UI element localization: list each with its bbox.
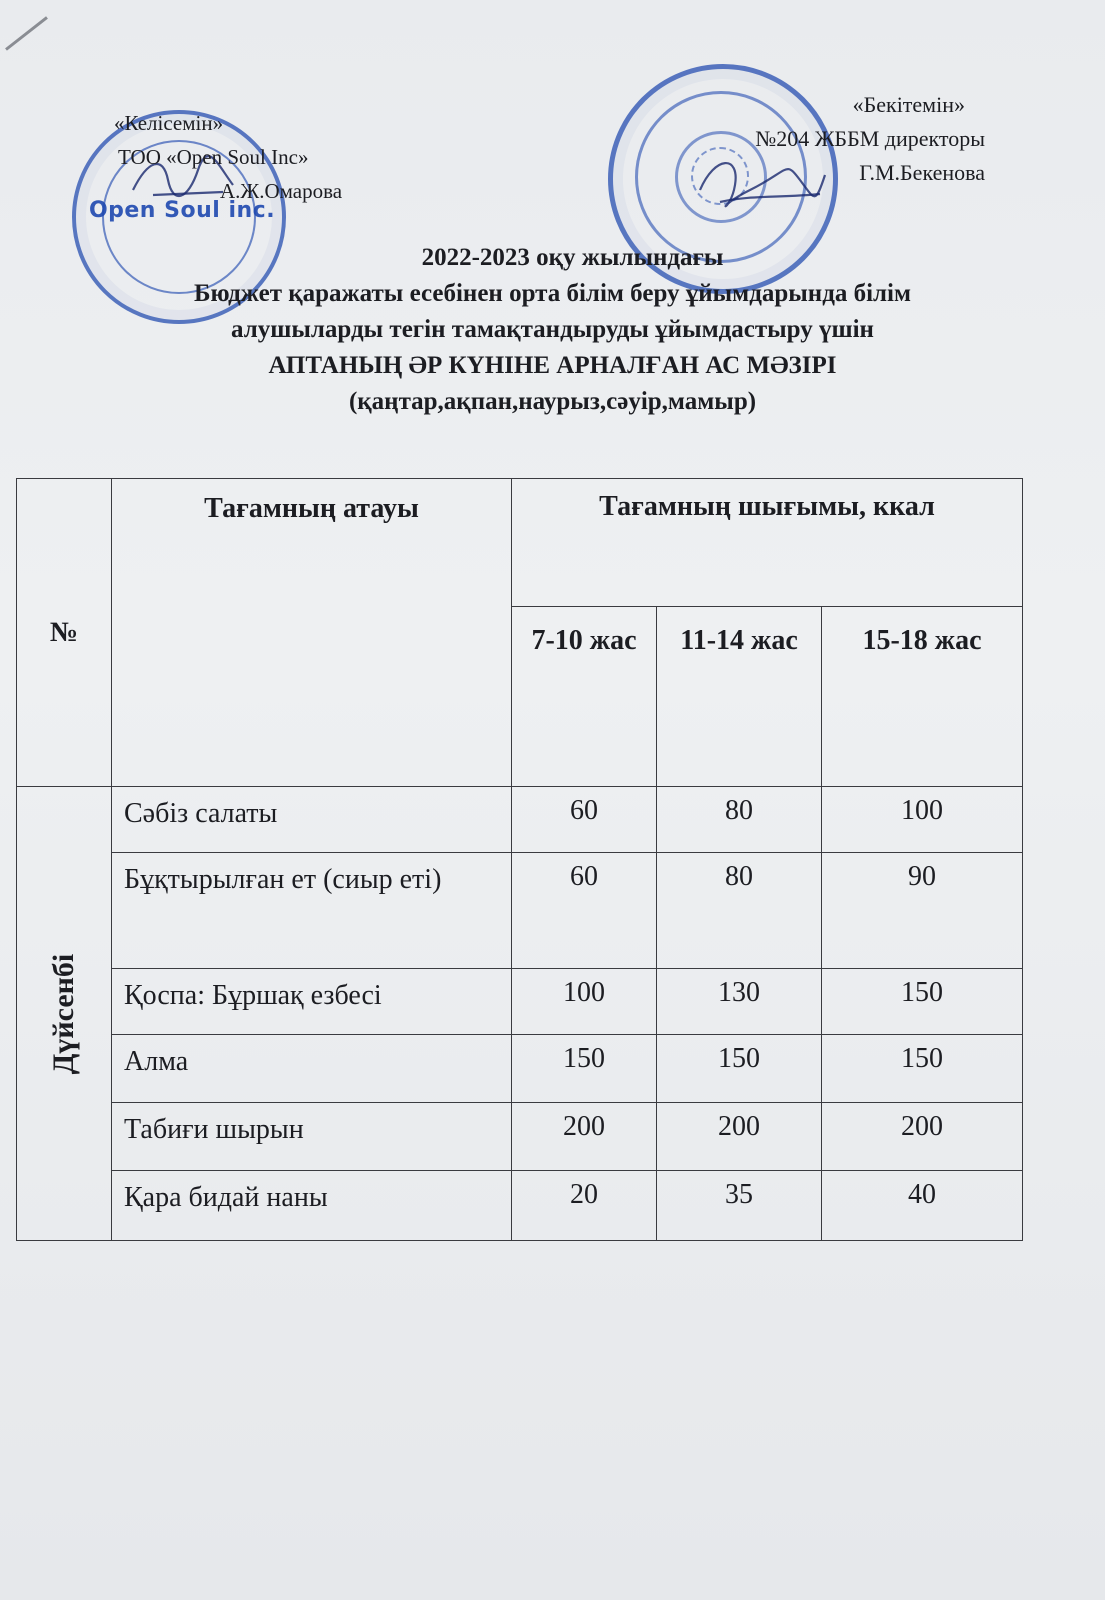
title-line-year: 2022-2023 оқу жылындағы xyxy=(421,244,724,271)
value-age-15-18: 150 xyxy=(822,969,1023,1035)
approval-agreed-organization: ТОО «Open Soul Inc» xyxy=(118,145,309,169)
approval-block-agreed xyxy=(110,106,342,208)
title-line-2: Бюджет қаражаты есебінен орта білім беру ұйымдарында білім xyxy=(193,280,912,307)
value-age-15-18: 40 xyxy=(822,1171,1023,1241)
company-stamp-logo-text: Open Soul inc. xyxy=(88,198,276,223)
value-age-7-10: 200 xyxy=(512,1103,657,1171)
value-age-11-14: 130 xyxy=(657,969,822,1035)
dish-name: Алма xyxy=(112,1035,512,1103)
header-age-7-10: 7-10 жас xyxy=(512,607,657,787)
approval-agreed-signer: А.Ж.Омарова xyxy=(220,179,343,203)
table-row xyxy=(17,853,1023,969)
dish-name: Сәбіз салаты xyxy=(112,787,512,853)
value-age-11-14: 80 xyxy=(657,787,822,853)
menu-table xyxy=(16,478,1023,1241)
day-cell xyxy=(17,787,112,1241)
table-row xyxy=(17,787,1023,853)
title-line-menu: АПТАНЫҢ ӘР КҮНІНЕ АРНАЛҒАН АС МӘЗІРІ xyxy=(268,352,837,379)
value-age-15-18: 100 xyxy=(822,787,1023,853)
dish-name: Қара бидай наны xyxy=(112,1171,512,1241)
document-title xyxy=(80,240,1025,420)
dish-name: Табиғи шырын xyxy=(112,1103,512,1171)
value-age-7-10: 100 xyxy=(512,969,657,1035)
value-age-7-10: 150 xyxy=(512,1035,657,1103)
value-age-11-14: 150 xyxy=(657,1035,822,1103)
header-age-11-14: 11-14 жас xyxy=(657,607,822,787)
value-age-7-10: 60 xyxy=(512,787,657,853)
approval-agreed-heading: «Келісемін» xyxy=(114,111,224,135)
table-row xyxy=(17,969,1023,1035)
value-age-7-10: 60 xyxy=(512,853,657,969)
value-age-15-18: 150 xyxy=(822,1035,1023,1103)
header-dish-name: Тағамның атауы xyxy=(112,479,512,787)
paper-fold-mark xyxy=(5,16,48,50)
value-age-15-18: 200 xyxy=(822,1103,1023,1171)
value-age-11-14: 80 xyxy=(657,853,822,969)
dish-name: Қоспа: Бұршақ езбесі xyxy=(112,969,512,1035)
value-age-11-14: 200 xyxy=(657,1103,822,1171)
approval-approved-heading: «Бекітемін» xyxy=(852,92,965,117)
table-row xyxy=(17,1171,1023,1241)
header-age-15-18: 15-18 жас xyxy=(822,607,1023,787)
day-label-monday: Дүйсенбі xyxy=(47,953,80,1074)
table-row xyxy=(17,1035,1023,1103)
approval-block-approved xyxy=(755,88,985,190)
approval-approved-position: №204 ЖББМ директоры xyxy=(755,126,985,151)
table-row xyxy=(17,1103,1023,1171)
dish-name: Бұқтырылған ет (сиыр еті) xyxy=(112,853,512,969)
value-age-11-14: 35 xyxy=(657,1171,822,1241)
value-age-7-10: 20 xyxy=(512,1171,657,1241)
title-line-months: (қаңтар,ақпан,наурыз,сәуір,мамыр) xyxy=(348,388,757,415)
approval-approved-signer: Г.М.Бекенова xyxy=(859,160,985,185)
header-output-kcal: Тағамның шығымы, ккал xyxy=(512,479,1023,607)
header-number: № xyxy=(17,479,112,787)
value-age-15-18: 90 xyxy=(822,853,1023,969)
title-line-3: алушыларды тегін тамақтандыруды ұйымдастыру үшін xyxy=(231,316,874,343)
